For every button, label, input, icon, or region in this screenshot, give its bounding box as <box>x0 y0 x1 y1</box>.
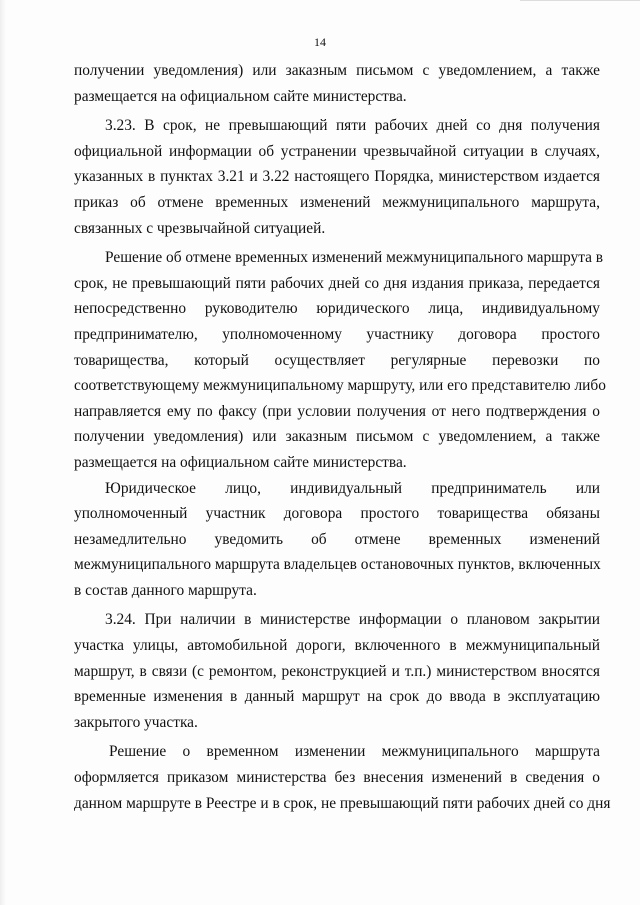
text-line: направляется ему по факсу (при условии получения от него подтверждения о <box>74 402 600 420</box>
text-line: Решение о временном изменении межмуниципального маршрута <box>109 743 600 761</box>
text-line: указанных в пунктах 3.21 и 3.22 настоящего Порядка, министерством издается <box>74 168 600 186</box>
text-line: получении уведомления) или заказным письмом с уведомлением, а также <box>74 428 600 446</box>
text-line: получении уведомления) или заказным письмом с уведомлением, а также <box>74 62 600 79</box>
text-line: соответствующему межмуниципальному маршруту, или его представителю либо <box>74 377 606 395</box>
body-text <box>74 58 611 816</box>
text-line: непосредственно руководителю юридического лица, индивидуальному <box>74 300 600 318</box>
text-line: размещается на официальном сайте министерства. <box>74 87 407 105</box>
text-line: Юридическое лицо, индивидуальный предприниматель или <box>105 479 600 497</box>
text-line: временные изменения в данный маршрут на срок до ввода в эксплуатацию <box>74 688 600 706</box>
text-line: срок, не превышающий пяти рабочих дней со дня издания приказа, передается <box>74 274 600 292</box>
page-number: 14 <box>314 35 326 49</box>
text-line: межмуниципального маршрута владельцев остановочных пунктов, включенных <box>74 556 601 574</box>
text-line: размещается на официальном сайте министерства. <box>74 453 407 471</box>
text-line: товарищества, который осуществляет регулярные перевозки по <box>74 351 600 369</box>
text-line: 3.23. В срок, не превышающий пяти рабочих дней со дня получения <box>105 117 600 135</box>
text-line: незамедлительно уведомить об отмене временных изменений <box>74 530 600 548</box>
text-line: 3.24. При наличии в министерстве информации о плановом закрытии <box>105 611 600 629</box>
text-line: предпринимателю, уполномоченному участнику договора простого <box>74 325 600 343</box>
text-line: уполномоченный участник договора простого товарищества обязаны <box>74 505 600 523</box>
text-line: приказ об отмене временных изменений межмуниципального маршрута, <box>74 193 600 211</box>
text-line: официальной информации об устранении чрезвычайной ситуации в случаях, <box>74 142 600 160</box>
text-line: закрытого участка. <box>74 713 198 731</box>
text-line: Решение об отмене временных изменений межмуниципального маршрута в <box>105 249 604 267</box>
text-line: участка улицы, автомобильной дороги, включенного в межмуниципальный <box>74 637 600 655</box>
text-line: связанных с чрезвычайной ситуацией. <box>74 219 326 237</box>
text-line: в состав данного маршрута. <box>74 581 257 599</box>
text-line: оформляется приказом министерства без внесения изменений в сведения о <box>74 769 600 787</box>
scan-artifact-line <box>520 0 640 1</box>
text-line: маршрут, в связи (с ремонтом, реконструкцией и т.п.) министерством вносятся <box>74 662 600 680</box>
scan-edge-shadow <box>0 0 6 905</box>
text-line: данном маршруте в Реестре и в срок, не превышающий пяти рабочих дней со дня <box>74 794 611 812</box>
